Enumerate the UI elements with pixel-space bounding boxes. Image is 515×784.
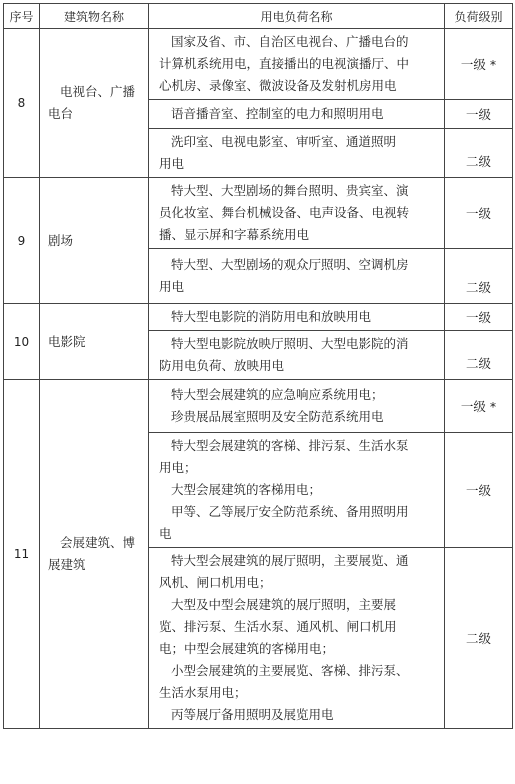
load-line: 甲等、乙等展厅安全防范系统、备用照明用	[171, 504, 409, 519]
load-description-cell	[149, 29, 445, 100]
load-description-cell	[149, 304, 445, 331]
load-level-cell: 二级	[445, 331, 513, 380]
building-name-line: 会展建筑、博	[60, 535, 136, 550]
load-line: 珍贵展品展室照明及安全防范系统用电	[171, 409, 384, 424]
table-row	[4, 178, 513, 249]
load-line: 特大型会展建筑的展厅照明，主要展览、通	[171, 553, 409, 568]
building-name-line: 电影院	[48, 333, 86, 349]
load-line: 特大型电影院放映厅照明、大型电影院的消	[171, 336, 409, 351]
load-line: 览、排污泵、生活水泵、通风机、闸口机用	[159, 619, 397, 634]
header-row	[4, 4, 513, 29]
load-level-cell: 一级 *	[445, 29, 513, 100]
load-description-cell	[149, 249, 445, 304]
load-line: 心机房、录像室、微波设备及发射机房用电	[159, 78, 397, 93]
building-name-line: 电视台、广播	[60, 84, 136, 99]
load-line: 用电	[159, 156, 185, 171]
load-line: 丙等展厅备用照明及展览用电	[171, 707, 334, 722]
load-line: 大型会展建筑的客梯用电；	[171, 482, 322, 497]
building-name-line: 电台	[48, 106, 74, 121]
load-description-cell	[149, 380, 445, 433]
load-line: 风机、闸口机用电；	[159, 575, 272, 590]
load-line: 防用电负荷、放映用电	[159, 358, 285, 373]
load-level-cell: 二级	[445, 548, 513, 729]
table-row	[4, 304, 513, 331]
load-line: 电	[159, 526, 172, 541]
building-name-cell	[40, 380, 149, 729]
seq-cell: 10	[4, 304, 40, 380]
load-line: 用电	[159, 279, 185, 294]
load-line: 特大型、大型剧场的舞台照明、贵宾室、演	[171, 183, 409, 198]
load-line: 员化妆室、舞台机械设备、电声设备、电视转	[159, 205, 410, 220]
load-line: 电；中型会展建筑的客梯用电；	[159, 641, 335, 656]
table-row	[4, 380, 513, 433]
load-level-cell: 一级 *	[445, 380, 513, 433]
load-description-cell	[149, 129, 445, 178]
load-description-cell	[149, 548, 445, 729]
load-line: 特大型电影院的消防用电和放映用电	[171, 309, 372, 324]
header-seq: 序号	[4, 4, 40, 29]
load-level-table	[3, 3, 513, 729]
seq-cell: 9	[4, 178, 40, 304]
load-line: 特大型会展建筑的应急响应系统用电；	[171, 387, 384, 402]
load-line: 播、显示屏和字幕系统用电	[159, 227, 310, 242]
table-row	[4, 29, 513, 100]
header-building: 建筑物名称	[40, 4, 149, 29]
load-description-cell	[149, 178, 445, 249]
load-line: 生活水泵用电；	[159, 685, 247, 700]
building-name-cell	[40, 29, 149, 178]
load-line: 大型及中型会展建筑的展厅照明，主要展	[171, 597, 397, 612]
header-load-name: 用电负荷名称	[149, 4, 445, 29]
load-line: 国家及省、市、自治区电视台、广播电台的	[171, 34, 409, 49]
load-description-cell	[149, 100, 445, 129]
load-description-cell	[149, 433, 445, 548]
load-level-cell: 一级	[445, 304, 513, 331]
load-line: 用电；	[159, 460, 197, 475]
load-line: 小型会展建筑的主要展览、客梯、排污泵、	[171, 663, 409, 678]
load-level-cell: 一级	[445, 100, 513, 129]
building-name-line: 剧场	[48, 232, 74, 248]
load-description-cell	[149, 331, 445, 380]
building-name-line: 展建筑	[48, 557, 86, 572]
load-line: 特大型、大型剧场的观众厅照明、空调机房	[171, 257, 409, 272]
load-level-cell: 一级	[445, 433, 513, 548]
load-level-cell: 二级	[445, 249, 513, 304]
building-name-cell	[40, 178, 149, 304]
building-name-cell	[40, 304, 149, 380]
header-level: 负荷级别	[445, 4, 513, 29]
load-level-cell: 一级	[445, 178, 513, 249]
load-line: 特大型会展建筑的客梯、排污泵、生活水泵	[171, 438, 409, 453]
load-level-cell: 二级	[445, 129, 513, 178]
seq-cell: 11	[4, 380, 40, 729]
seq-cell: 8	[4, 29, 40, 178]
load-line: 洗印室、电视电影室、审听室、通道照明	[171, 134, 397, 149]
load-line: 计算机系统用电，直接播出的电视演播厅、中	[159, 56, 410, 71]
load-line: 语音播音室、控制室的电力和照明用电	[171, 106, 384, 121]
